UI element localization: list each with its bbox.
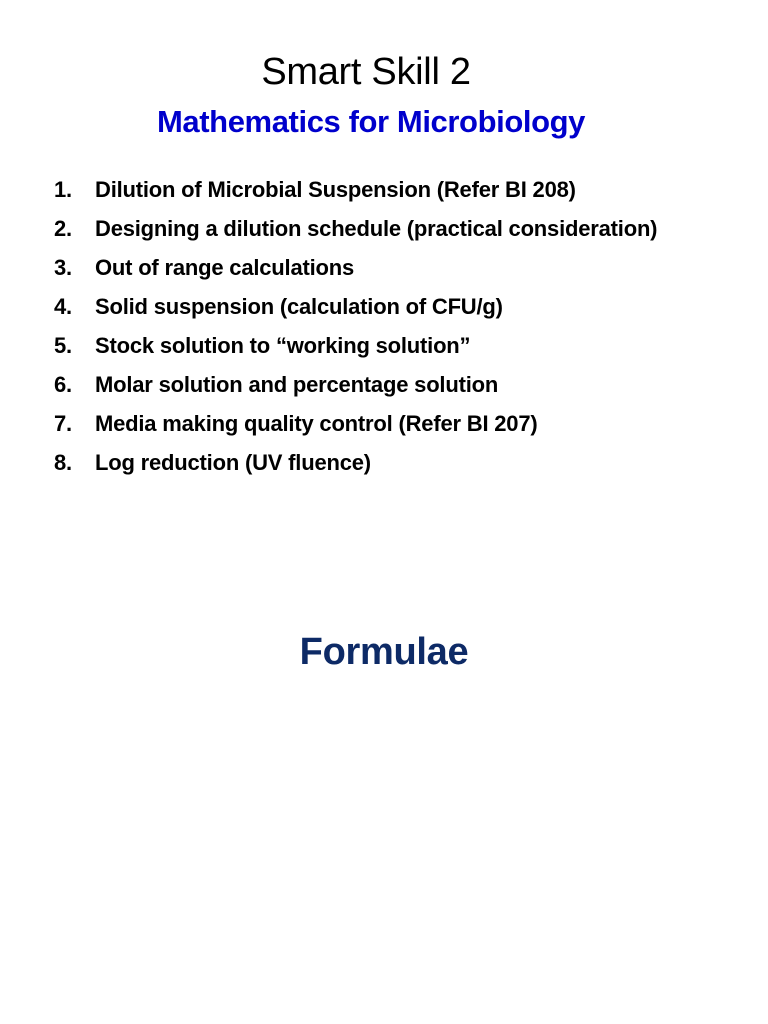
list-item-text: Solid suspension (calculation of CFU/g) — [95, 293, 503, 319]
list-item-number: 1. — [54, 176, 72, 202]
list-item — [54, 209, 754, 248]
list-item-number: 7. — [54, 410, 72, 436]
list-item-number: 6. — [54, 371, 72, 397]
list-item — [54, 443, 754, 482]
list-item — [54, 326, 754, 365]
list-item — [54, 248, 754, 287]
list-item-text: Out of range calculations — [95, 254, 355, 280]
list-item-number: 5. — [54, 332, 72, 358]
page-subtitle: Mathematics for Microbiology — [156, 104, 586, 139]
list-item-text: Log reduction (UV fluence) — [95, 449, 371, 475]
list-item — [54, 365, 754, 404]
list-item-number: 8. — [54, 449, 72, 475]
list-item-text: Stock solution to “working solution” — [95, 332, 471, 358]
list-item-text: Designing a dilution schedule (practical consideration) — [95, 215, 658, 241]
list-item — [54, 170, 754, 209]
list-item-text: Dilution of Microbial Suspension (Refer BI 208) — [95, 176, 576, 202]
list-item — [54, 404, 754, 443]
list-item-number: 2. — [54, 215, 72, 241]
list-item-text: Molar solution and percentage solution — [95, 371, 499, 397]
list-item-number: 4. — [54, 293, 72, 319]
section-heading-formulae: Formulae — [299, 631, 469, 673]
list-item — [54, 287, 754, 326]
list-item-number: 3. — [54, 254, 72, 280]
page-title: Smart Skill 2 — [261, 51, 471, 93]
list-item-text: Media making quality control (Refer BI 207) — [95, 410, 538, 436]
topic-list — [54, 170, 754, 482]
